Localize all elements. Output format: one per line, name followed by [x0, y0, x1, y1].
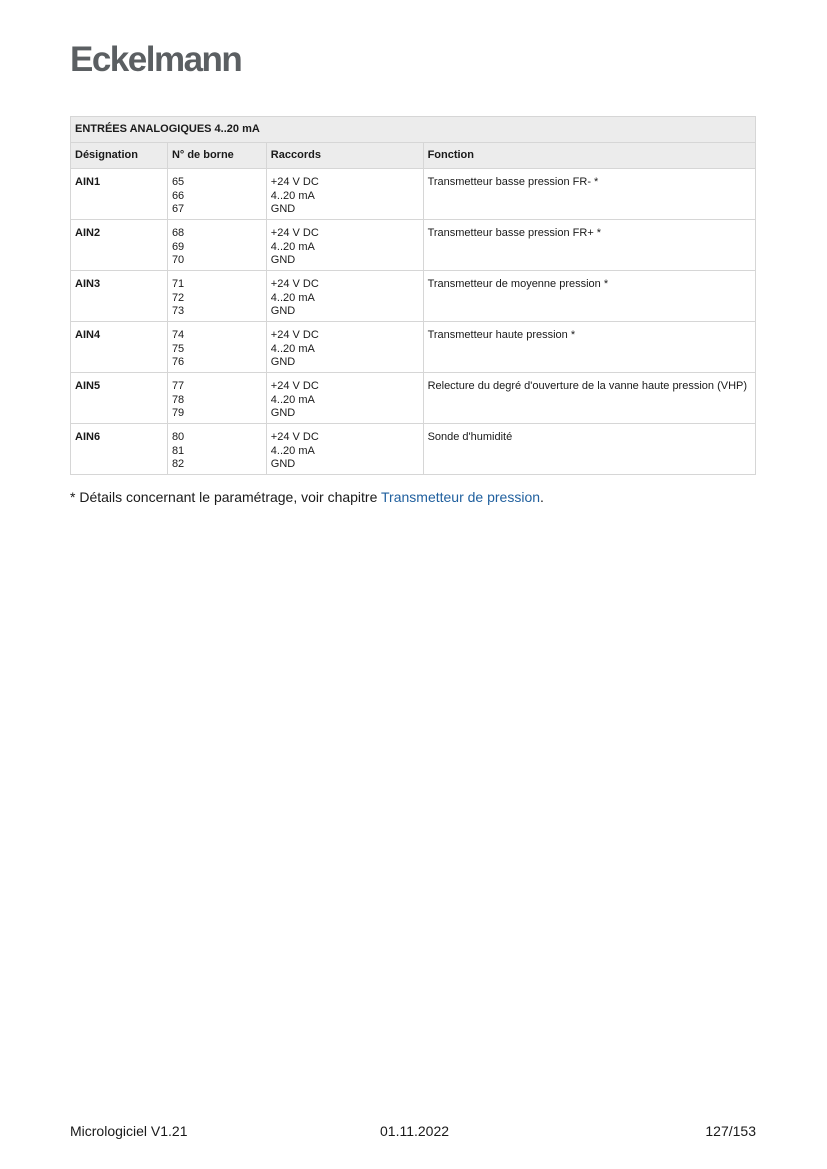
- cell-raccords: [266, 322, 423, 373]
- raccord-value: +24 V DC: [270, 380, 319, 392]
- table-row: [71, 220, 756, 271]
- cell-fonction: Transmetteur basse pression FR- *: [423, 169, 755, 220]
- raccord-value: 4..20 mA: [270, 189, 315, 202]
- cell-borne: [167, 322, 266, 373]
- borne-number: 70: [171, 254, 185, 266]
- footer-date: 01.11.2022: [380, 1123, 450, 1139]
- borne-number: 82: [171, 458, 185, 470]
- pressure-transmitter-link[interactable]: Transmetteur de pression: [381, 489, 541, 505]
- column-header-designation: Désignation: [71, 143, 168, 169]
- raccord-value: +24 V DC: [270, 278, 319, 290]
- table-row: [71, 424, 756, 475]
- cell-designation: AIN6: [71, 424, 168, 475]
- raccord-value: GND: [270, 356, 296, 368]
- raccord-value: +24 V DC: [270, 176, 319, 188]
- cell-borne: [167, 373, 266, 424]
- cell-designation: AIN3: [71, 271, 168, 322]
- borne-number: 80: [171, 431, 185, 443]
- footnote: [70, 489, 544, 506]
- column-header-fonction: Fonction: [423, 143, 755, 169]
- cell-fonction: Transmetteur basse pression FR+ *: [423, 220, 755, 271]
- raccord-value: GND: [270, 254, 296, 266]
- borne-number: 66: [171, 189, 185, 202]
- cell-raccords: [266, 424, 423, 475]
- borne-number: 73: [171, 305, 185, 317]
- cell-raccords: [266, 271, 423, 322]
- table-row: [71, 373, 756, 424]
- cell-fonction: Sonde d'humidité: [423, 424, 755, 475]
- footnote-text: * Détails concernant le paramétrage, voir chapitre: [70, 489, 382, 505]
- cell-raccords: [266, 373, 423, 424]
- raccord-value: +24 V DC: [270, 431, 319, 443]
- raccord-value: 4..20 mA: [270, 393, 315, 406]
- borne-number: 76: [171, 356, 185, 368]
- footer-firmware-version: Micrologiciel V1.21: [70, 1123, 188, 1139]
- borne-number: 67: [171, 203, 185, 215]
- analog-inputs-table: [70, 116, 756, 475]
- cell-fonction: Transmetteur de moyenne pression *: [423, 271, 755, 322]
- borne-number: 79: [171, 407, 185, 419]
- table-row: [71, 271, 756, 322]
- borne-number: 65: [171, 176, 185, 188]
- cell-designation: AIN5: [71, 373, 168, 424]
- cell-fonction: Relecture du degré d'ouverture de la vanne haute pression (VHP): [423, 373, 755, 424]
- table-title-row: [71, 117, 756, 143]
- cell-designation: AIN2: [71, 220, 168, 271]
- borne-number: 75: [171, 342, 185, 355]
- borne-number: 78: [171, 393, 185, 406]
- raccord-value: 4..20 mA: [270, 342, 315, 355]
- cell-fonction: Transmetteur haute pression *: [423, 322, 755, 373]
- cell-borne: [167, 271, 266, 322]
- cell-designation: AIN1: [71, 169, 168, 220]
- borne-number: 77: [171, 380, 185, 392]
- eckelmann-logo: Eckelmann: [70, 40, 242, 79]
- raccord-value: GND: [270, 305, 296, 317]
- raccord-value: +24 V DC: [270, 329, 319, 341]
- raccord-value: GND: [270, 407, 296, 419]
- borne-number: 68: [171, 227, 185, 239]
- footer-page-number: 127/153: [705, 1123, 756, 1139]
- footnote-suffix: .: [540, 489, 544, 505]
- cell-borne: [167, 169, 266, 220]
- cell-raccords: [266, 169, 423, 220]
- table-row: [71, 322, 756, 373]
- borne-number: 72: [171, 291, 185, 304]
- cell-borne: [167, 424, 266, 475]
- raccord-value: 4..20 mA: [270, 444, 315, 457]
- column-header-borne: N° de borne: [167, 143, 266, 169]
- cell-borne: [167, 220, 266, 271]
- table-row: [71, 169, 756, 220]
- borne-number: 81: [171, 444, 185, 457]
- raccord-value: GND: [270, 458, 296, 470]
- column-header-raccords: Raccords: [266, 143, 423, 169]
- borne-number: 69: [171, 240, 185, 253]
- cell-raccords: [266, 220, 423, 271]
- borne-number: 74: [171, 329, 185, 341]
- raccord-value: 4..20 mA: [270, 240, 315, 253]
- table-title: ENTRÉES ANALOGIQUES 4..20 mA: [71, 117, 756, 143]
- raccord-value: GND: [270, 203, 296, 215]
- raccord-value: +24 V DC: [270, 227, 319, 239]
- raccord-value: 4..20 mA: [270, 291, 315, 304]
- borne-number: 71: [171, 278, 185, 290]
- cell-designation: AIN4: [71, 322, 168, 373]
- table-header-row: [71, 143, 756, 169]
